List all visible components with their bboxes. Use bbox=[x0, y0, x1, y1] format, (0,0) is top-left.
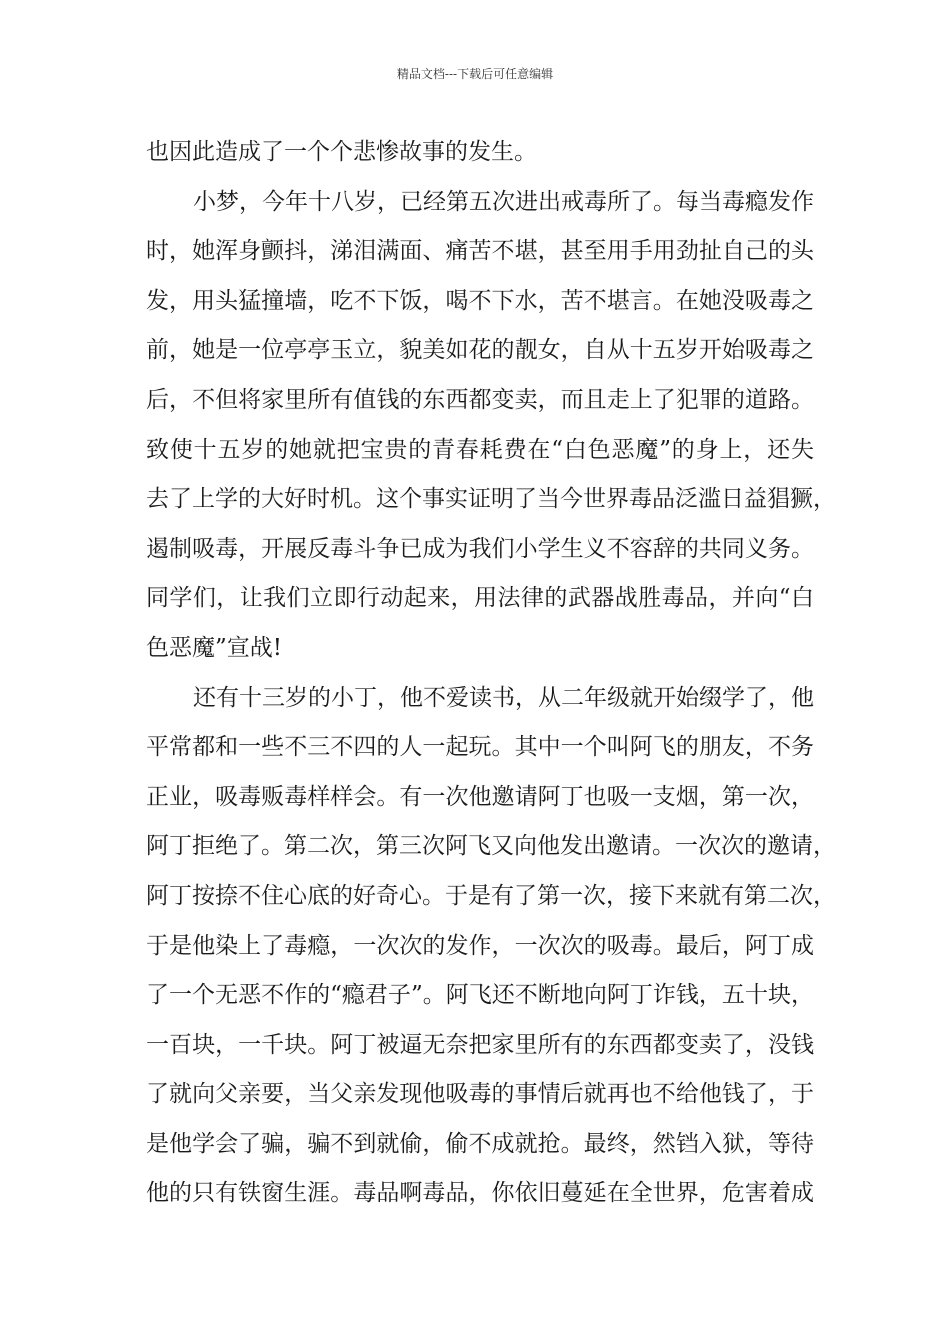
text-line: 时，她浑身颤抖，涕泪满面、痛苦不堪，甚至用手用劲扯自己的头 bbox=[146, 238, 814, 265]
text-line: 阿丁拒绝了。第二次，第三次阿飞又向他发出邀请。一次次的邀请， bbox=[146, 833, 836, 860]
text-line: 他的只有铁窗生涯。毒品啊毒品，你依旧蔓延在全世界，危害着成 bbox=[146, 1180, 814, 1207]
text-line: 同学们，让我们立即行动起来，用法律的武器战胜毒品，并向“白 bbox=[146, 585, 814, 612]
text-line: 遏制吸毒，开展反毒斗争已成为我们小学生义不容辞的共同义务。 bbox=[146, 535, 814, 562]
text-line: 还有十三岁的小丁，他不爱读书，从二年级就开始缀学了，他 bbox=[193, 684, 814, 711]
text-line: 阿丁按捺不住心底的好奇心。于是有了第一次，接下来就有第二次， bbox=[146, 882, 836, 909]
text-line: 致使十五岁的她就把宝贵的青春耗费在“白色恶魔”的身上，还失 bbox=[146, 436, 814, 463]
text-line: 色恶魔”宣战! bbox=[146, 634, 283, 661]
text-line: 一百块，一千块。阿丁被逼无奈把家里所有的东西都变卖了，没钱 bbox=[146, 1031, 814, 1058]
text-line: 了一个无恶不作的“瘾君子”。阿飞还不断地向阿丁诈钱，五十块， bbox=[146, 982, 814, 1009]
page-header: 精品文档---下载后可任意编辑 bbox=[396, 67, 554, 81]
text-line: 去了上学的大好时机。这个事实证明了当今世界毒品泛滥日益猖獗， bbox=[146, 486, 836, 513]
text-line: 是他学会了骗，骗不到就偷，偷不成就抢。最终，然铛入狱，等待 bbox=[146, 1130, 814, 1157]
document-body bbox=[146, 128, 836, 1219]
text-line: 前，她是一位亭亭玉立，貌美如花的靓女，自从十五岁开始吸毒之 bbox=[146, 337, 814, 364]
text-line: 也因此造成了一个个悲惨故事的发生。 bbox=[146, 139, 537, 165]
text-line: 于是他染上了毒瘾，一次次的发作，一次次的吸毒。最后，阿丁成 bbox=[146, 932, 814, 959]
text-line: 小梦，今年十八岁，已经第五次进出戒毒所了。每当毒瘾发作 bbox=[193, 188, 814, 215]
text-line: 了就向父亲要，当父亲发现他吸毒的事情后就再也不给他钱了，于 bbox=[146, 1081, 814, 1108]
text-line: 后，不但将家里所有值钱的东西都变卖，而且走上了犯罪的道路。 bbox=[146, 386, 814, 413]
text-line: 正业，吸毒贩毒样样会。有一次他邀请阿丁也吸一支烟，第一次， bbox=[146, 783, 814, 810]
text-line: 平常都和一些不三不四的人一起玩。其中一个叫阿飞的朋友，不务 bbox=[146, 734, 814, 761]
text-line: 发，用头猛撞墙，吃不下饭，喝不下水，苦不堪言。在她没吸毒之 bbox=[146, 287, 814, 314]
